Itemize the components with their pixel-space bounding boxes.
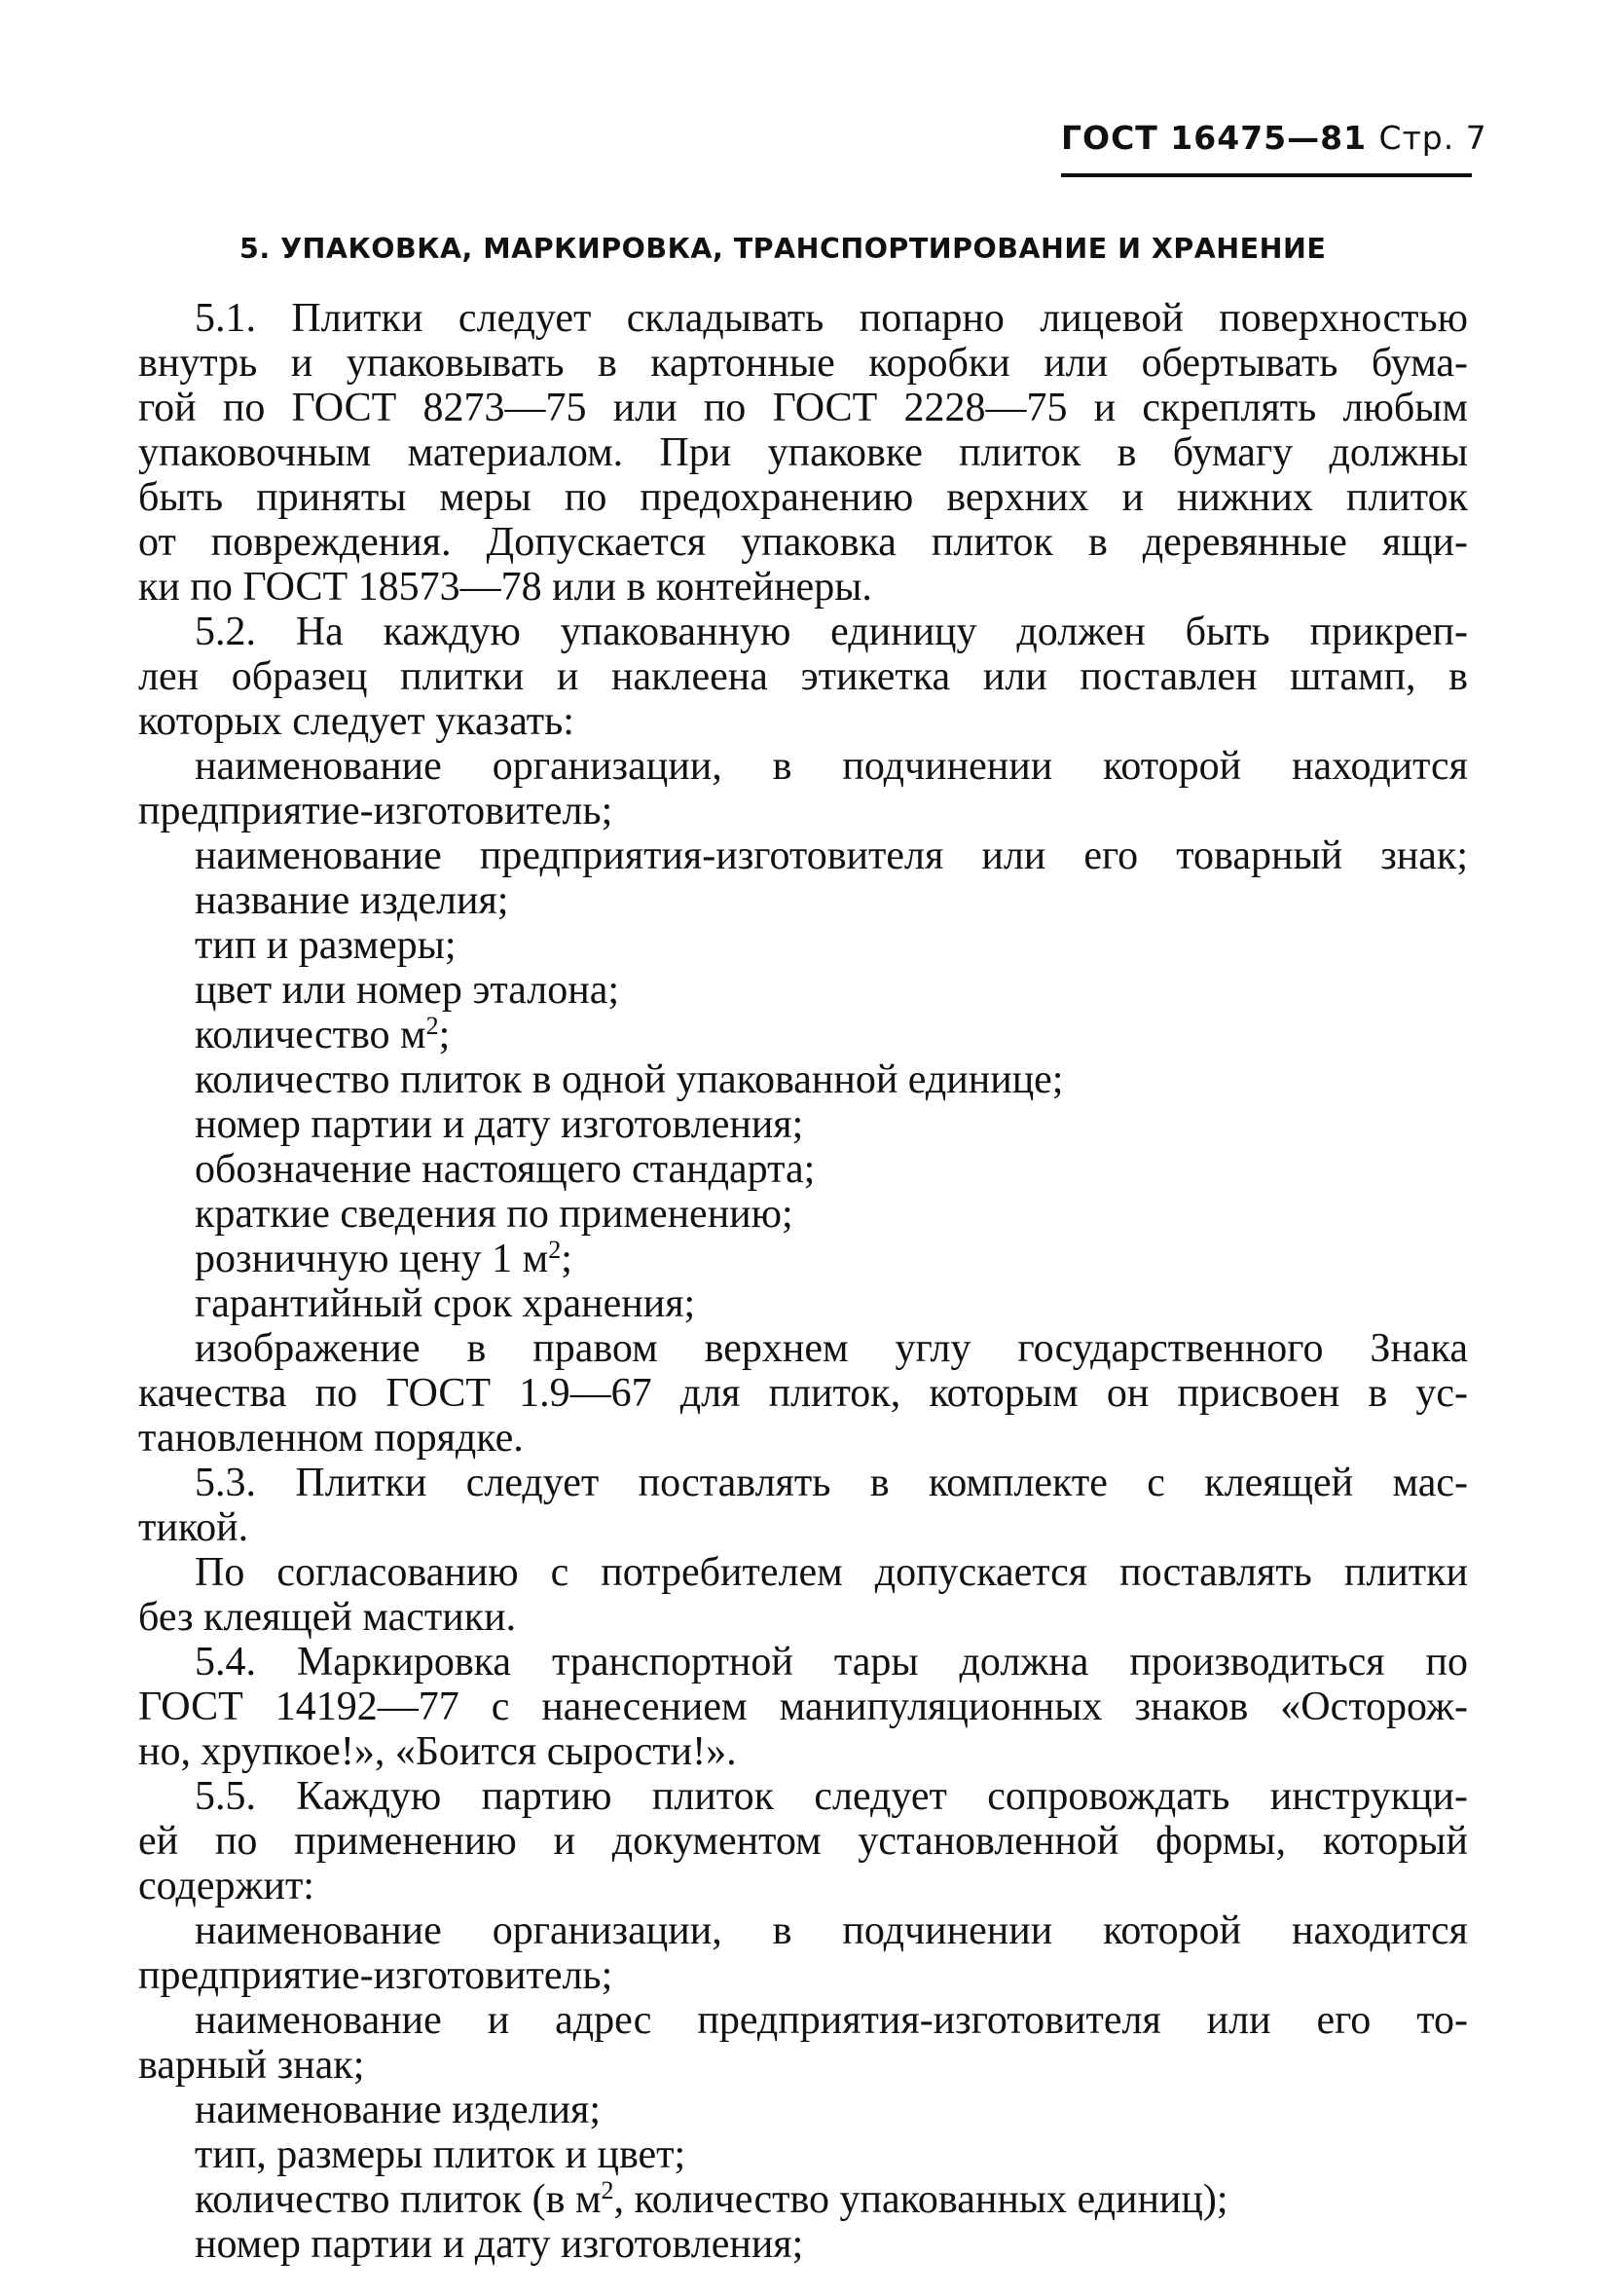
text-line: качества по ГОСТ 1.9—67 для плиток, которым он присвоен в ус- xyxy=(138,1371,1468,1416)
text-line: тип и размеры; xyxy=(195,923,457,968)
document-code: ГОСТ 16475—81 xyxy=(1061,119,1368,157)
text-line: предприятие-изготовитель; xyxy=(138,1953,613,1998)
text-line: 5.4. Маркировка транспортной тары должна производиться по xyxy=(195,1640,1468,1685)
text-line: от повреждения. Допускается упаковка плиток в деревянные ящи- xyxy=(138,520,1468,565)
text-line: но, хрупкое!», «Боится сырости!». xyxy=(138,1729,737,1774)
text-line: лен образец плитки и наклеена этикетка или поставлен штамп, в xyxy=(138,654,1468,699)
superscript: 2 xyxy=(425,1012,439,1040)
text-line: наименование организации, в подчинении которой находится xyxy=(195,1908,1468,1953)
text-line: ей по применению и документом установленной формы, который xyxy=(138,1819,1468,1864)
text-line: номер партии и дату изготовления; xyxy=(195,2222,804,2267)
text-line: 5.5. Каждую партию плиток следует сопровождать инструкци- xyxy=(195,1774,1468,1819)
text-line: внутрь и упаковывать в картонные коробки или обертывать бума- xyxy=(138,341,1468,386)
text-run: ; xyxy=(438,1013,451,1057)
text-line: краткие сведения по применению; xyxy=(195,1192,793,1237)
text-line: 5.2. На каждую упакованную единицу должен быть прикреп- xyxy=(195,610,1468,654)
text-line: количество плиток в одной упакованной единице; xyxy=(195,1057,1064,1102)
text-line: варный знак; xyxy=(138,2043,365,2088)
page-number-label: Стр. 7 xyxy=(1378,119,1487,157)
superscript: 2 xyxy=(601,2176,614,2204)
text-line: наименование изделия; xyxy=(195,2088,602,2132)
text-line: упаковочным материалом. При упаковке плиток в бумагу должны xyxy=(138,430,1468,475)
text-line: быть приняты меры по предохранению верхних и нижних плиток xyxy=(138,475,1468,520)
text-line: ки по ГОСТ 18573—78 или в контейнеры. xyxy=(138,565,872,610)
text-line: 5.1. Плитки следует складывать попарно лицевой поверхностью xyxy=(195,296,1468,341)
running-header xyxy=(1061,119,1487,158)
text-run: количество плиток (в м xyxy=(195,2177,602,2222)
superscript: 2 xyxy=(548,1236,562,1264)
text-line: тановленном порядке. xyxy=(138,1416,524,1461)
header-rule xyxy=(1061,173,1472,177)
text-run: количество м xyxy=(195,1013,426,1057)
text-line xyxy=(195,1237,572,1281)
text-line: без клеящей мастики. xyxy=(138,1595,517,1640)
text-line: которых следует указать: xyxy=(138,699,574,744)
text-run: ; xyxy=(561,1237,572,1281)
text-line: наименование и адрес предприятия-изготовителя или его то- xyxy=(195,1998,1468,2043)
text-line: цвет или номер эталона; xyxy=(195,968,620,1013)
text-line: изображение в правом верхнем углу государственного Знака xyxy=(195,1326,1468,1371)
text-line xyxy=(195,2177,1228,2222)
text-run: , количество упакованных единиц); xyxy=(613,2177,1228,2222)
text-line: По согласованию с потребителем допускается поставлять плитки xyxy=(195,1550,1468,1595)
text-line xyxy=(195,1013,450,1057)
text-line: гой по ГОСТ 8273—75 или по ГОСТ 2228—75 и скреплять любым xyxy=(138,386,1468,430)
section-title: 5. УПАКОВКА, МАРКИРОВКА, ТРАНСПОРТИРОВАНИЕ И ХРАНЕНИЕ xyxy=(239,233,1327,265)
text-line: наименование предприятия-изготовителя или его товарный знак; xyxy=(195,833,1468,878)
text-line: тикой. xyxy=(138,1505,249,1550)
text-line: предприятие-изготовитель; xyxy=(138,789,613,833)
text-line: ГОСТ 14192—77 с нанесением манипуляционных знаков «Осторож- xyxy=(138,1685,1468,1729)
text-line: номер партии и дату изготовления; xyxy=(195,1102,804,1147)
text-line: тип, размеры плиток и цвет; xyxy=(195,2132,686,2177)
text-line: наименование организации, в подчинении которой находится xyxy=(195,744,1468,789)
text-line: обозначение настоящего стандарта; xyxy=(195,1147,816,1192)
text-line: гарантийный срок хранения; xyxy=(195,1281,696,1326)
text-line: содержит: xyxy=(138,1864,314,1908)
text-line: 5.3. Плитки следует поставлять в комплекте с клеящей мас- xyxy=(195,1461,1468,1505)
text-line: название изделия; xyxy=(195,878,509,923)
text-run: розничную цену 1 м xyxy=(195,1237,549,1281)
